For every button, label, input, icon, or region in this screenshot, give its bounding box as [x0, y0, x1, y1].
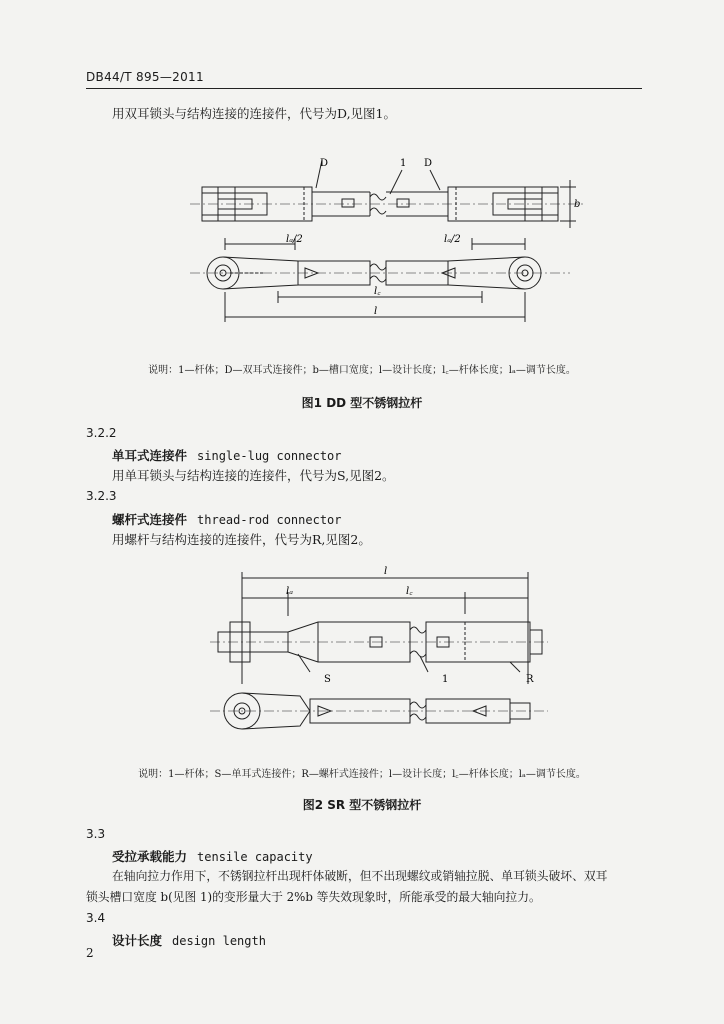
term-en: thread-rod connector — [197, 513, 342, 527]
header-rule — [86, 88, 642, 89]
label-D-right: D — [424, 158, 433, 169]
section-number: 3.3 — [86, 827, 106, 841]
standard-code: DB44/T 895—2011 — [86, 70, 204, 84]
label-lc: l꜀ — [374, 286, 381, 297]
term-en: tensile capacity — [197, 850, 313, 864]
label-b: b — [574, 199, 581, 210]
label-1: 1 — [442, 674, 449, 685]
label-D-left: D — [320, 158, 329, 169]
section-number: 3.2.2 — [86, 426, 117, 440]
label-la-left: lₐ/2 — [286, 234, 303, 245]
term-description: 用螺杆与结构连接的连接件，代号为R,见图2。 — [112, 532, 371, 547]
label-l: l — [384, 566, 388, 577]
figure-1-dd-tie-rod — [190, 152, 590, 324]
label-lc: l꜀ — [406, 586, 413, 597]
figure-1-legend: 说明：1—杆体；D—双耳式连接件；b—槽口宽度；l—设计长度；l꜀—杆体长度；lₐ—调节长度。 — [148, 365, 576, 376]
paragraph-double-lug: 用双耳锁头与结构连接的连接件，代号为D,见图1。 — [112, 106, 397, 121]
figure-2-legend: 说明：1—杆体；S—单耳式连接件；R—螺杆式连接件；l—设计长度；l꜀—杆体长度；lₐ—调节长度。 — [138, 769, 586, 780]
figure-2-caption: 图2 SR 型不锈钢拉杆 — [302, 798, 422, 812]
term-heading — [112, 847, 313, 865]
label-1: 1 — [400, 158, 407, 169]
term-description: 用单耳锁头与结构连接的连接件，代号为S,见图2。 — [112, 468, 395, 483]
term-heading — [112, 510, 342, 528]
term-zh: 设计长度 — [112, 933, 163, 948]
label-S: S — [324, 674, 331, 685]
term-zh: 单耳式连接件 — [112, 448, 188, 463]
figure-1-caption: 图1 DD 型不锈钢拉杆 — [301, 396, 423, 410]
section-number: 3.2.3 — [86, 489, 117, 503]
term-en: single-lug connector — [197, 449, 342, 463]
definition-line-2: 锁头槽口宽度 b(见图 1)的变形量大于 2%b 等失效现象时，所能承受的最大轴向拉力。 — [86, 890, 541, 904]
term-zh: 螺杆式连接件 — [112, 512, 188, 527]
term-en: design length — [172, 934, 266, 948]
figure-2-sr-tie-rod — [210, 564, 550, 740]
section-number: 3.4 — [86, 911, 106, 925]
term-heading — [112, 931, 266, 949]
label-la: lₐ — [286, 586, 293, 597]
label-l: l — [374, 306, 378, 317]
label-R: R — [526, 674, 534, 685]
definition-line-1: 在轴向拉力作用下，不锈钢拉杆出现杆体破断，但不出现螺纹或销轴拉脱、单耳锁头破坏、双耳 — [112, 869, 608, 883]
term-zh: 受拉承载能力 — [112, 849, 188, 864]
page-number: 2 — [86, 946, 94, 960]
term-heading — [112, 446, 342, 464]
label-la-right: lₐ/2 — [444, 234, 461, 245]
